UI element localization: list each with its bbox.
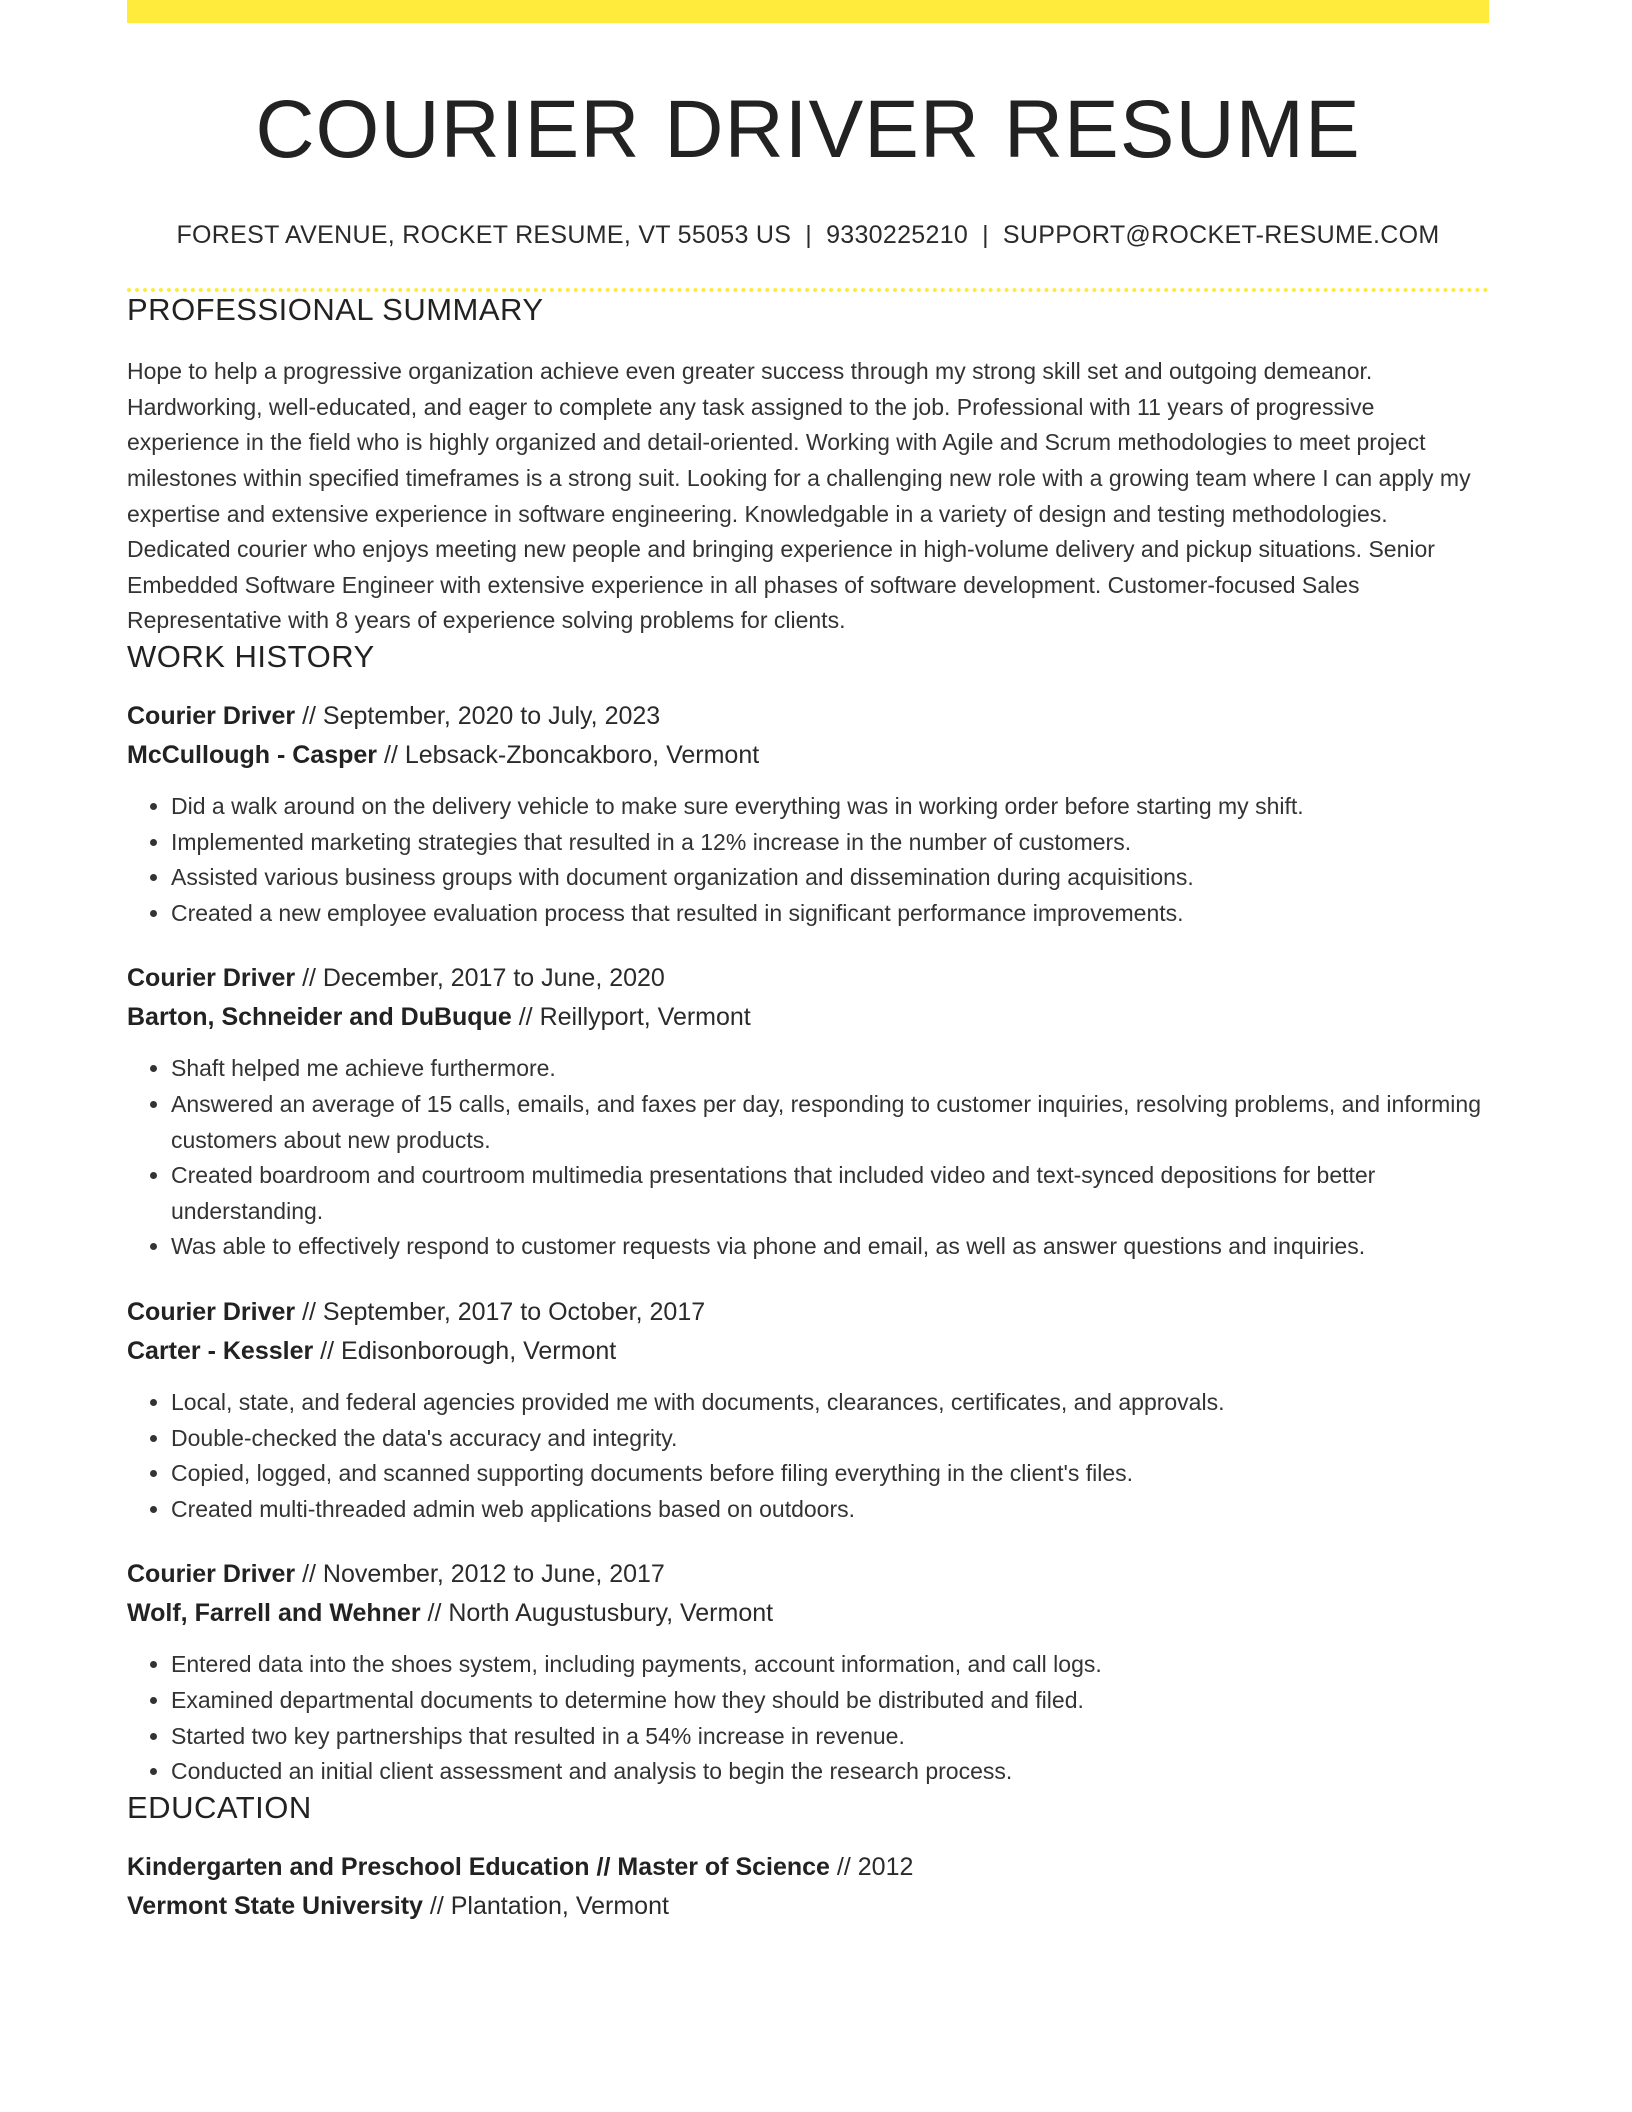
work-history-list <box>127 697 1489 1790</box>
delimiter: // <box>377 741 405 770</box>
delimiter: // <box>829 1852 858 1881</box>
education-school-line <box>127 1887 1489 1926</box>
contact-phone: 9330225210 <box>826 221 969 250</box>
contact-separator: | <box>982 221 989 250</box>
job-company-line <box>127 1594 1489 1633</box>
job-title-line <box>127 1293 1489 1332</box>
summary-heading: PROFESSIONAL SUMMARY <box>127 292 544 328</box>
job-bullets <box>127 1647 1489 1789</box>
list-item: • Double-checked the data's accuracy and integrity. <box>171 1421 1489 1457</box>
list-item: • Entered data into the shoes system, including payments, account information, and call logs. <box>171 1647 1489 1683</box>
education-degree: Master of Science <box>617 1852 830 1881</box>
list-item: • Assisted various business groups with document organization and dissemination during acquisitions. <box>171 860 1489 896</box>
education-school: Vermont State University <box>127 1891 423 1920</box>
job-bullets <box>127 1051 1489 1265</box>
job-dates: December, 2017 to June, 2020 <box>322 964 665 993</box>
accent-top-bar <box>127 0 1489 23</box>
job-entry <box>127 697 1489 931</box>
list-item: • Examined departmental documents to determine how they should be distributed and filed. <box>171 1683 1489 1719</box>
delimiter: // <box>295 1297 323 1326</box>
job-company: Barton, Schneider and DuBuque <box>127 1003 512 1032</box>
list-item: • Answered an average of 15 calls, emails, and faxes per day, responding to customer inquiries, resolving problems, and informing customers about new products. <box>171 1087 1489 1158</box>
job-title: Courier Driver <box>127 964 296 993</box>
job-dates: September, 2017 to October, 2017 <box>322 1297 706 1326</box>
list-item: • Created boardroom and courtroom multimedia presentations that included video and text-synced depositions for better understanding. <box>171 1158 1489 1229</box>
job-company-line <box>127 998 1489 1037</box>
list-item: • Local, state, and federal agencies provided me with documents, clearances, certificates, and approvals. <box>171 1385 1489 1421</box>
job-entry <box>127 1293 1489 1527</box>
contact-line <box>127 221 1489 250</box>
resume-content <box>127 23 1489 1926</box>
education-location: Plantation, Vermont <box>450 1891 669 1920</box>
job-title-line <box>127 1555 1489 1594</box>
delimiter: // <box>295 964 323 993</box>
contact-email: SUPPORT@ROCKET-RESUME.COM <box>1002 221 1440 250</box>
job-title: Courier Driver <box>127 702 296 731</box>
list-item: • Shaft helped me achieve furthermore. <box>171 1051 1489 1087</box>
job-company: McCullough - Casper <box>127 741 378 770</box>
list-item: • Created a new employee evaluation process that resulted in significant performance improvements. <box>171 896 1489 932</box>
job-location: Reillyport, Vermont <box>539 1003 751 1032</box>
job-bullets <box>127 1385 1489 1527</box>
job-dates: September, 2020 to July, 2023 <box>322 702 661 731</box>
delimiter: // <box>589 1852 618 1881</box>
job-location: Lebsack-Zboncakboro, Vermont <box>404 741 760 770</box>
delimiter: // <box>313 1336 342 1365</box>
job-company: Carter - Kessler <box>127 1336 314 1365</box>
job-company-line <box>127 1332 1489 1371</box>
job-title-line <box>127 959 1489 998</box>
job-title-line <box>127 697 1489 736</box>
education-year: 2012 <box>857 1852 914 1881</box>
job-location: North Augustusbury, Vermont <box>448 1599 774 1628</box>
list-item: • Conducted an initial client assessment and analysis to begin the research process. <box>171 1754 1489 1790</box>
job-title: Courier Driver <box>127 1297 296 1326</box>
list-item: • Started two key partnerships that resulted in a 54% increase in revenue. <box>171 1719 1489 1755</box>
job-title: Courier Driver <box>127 1560 296 1589</box>
delimiter: // <box>295 702 323 731</box>
work-history-heading: WORK HISTORY <box>127 639 375 675</box>
education-heading: EDUCATION <box>127 1789 312 1825</box>
list-item: • Copied, logged, and scanned supporting documents before filing everything in the client's files. <box>171 1456 1489 1492</box>
job-dates: November, 2012 to June, 2017 <box>322 1560 665 1589</box>
education-degree-line <box>127 1848 1489 1887</box>
education-entry <box>127 1848 1489 1926</box>
delimiter: // <box>420 1599 449 1628</box>
job-entry <box>127 959 1489 1265</box>
education-field: Kindergarten and Preschool Education <box>127 1852 590 1881</box>
page-title: COURIER DRIVER RESUME <box>255 84 1361 175</box>
summary-text: Hope to help a progressive organization achieve even greater success through my strong skill set and outgoing demeanor. Hardworking, well-educated, and eager to complete any task assigned to the job. Professional with 11 years of progressive experience in the field who is highly organized and detail-oriented. Working with Agile and Scrum methodologies to meet project milestones within specified timeframes is a strong suit. Looking for a challenging new role with a growing team where I can apply my expertise and extensive experience in software engineering. Knowledgable in a variety of design and testing methodologies. Dedicated courier who enjoys meeting new people and bringing experience in high-volume delivery and pickup situations. Senior Embedded Software Engineer with extensive experience in all phases of software development. Customer-focused Sales Representative with 8 years of experience solving problems for clients. <box>127 358 1471 634</box>
list-item: • Implemented marketing strategies that resulted in a 12% increase in the number of customers. <box>171 825 1489 861</box>
delimiter: // <box>295 1560 323 1589</box>
list-item: • Created multi-threaded admin web applications based on outdoors. <box>171 1492 1489 1528</box>
job-company-line <box>127 736 1489 775</box>
job-company: Wolf, Farrell and Wehner <box>127 1599 421 1628</box>
contact-address: FOREST AVENUE, ROCKET RESUME, VT 55053 US <box>176 221 792 250</box>
delimiter: // <box>422 1891 451 1920</box>
contact-separator: | <box>805 221 813 250</box>
list-item: • Was able to effectively respond to customer requests via phone and email, as well as answer questions and inquiries. <box>171 1229 1489 1265</box>
job-entry <box>127 1555 1489 1789</box>
delimiter: // <box>511 1003 540 1032</box>
job-bullets <box>127 789 1489 931</box>
list-item: • Did a walk around on the delivery vehicle to make sure everything was in working order before starting my shift. <box>171 789 1489 825</box>
job-location: Edisonborough, Vermont <box>341 1336 617 1365</box>
